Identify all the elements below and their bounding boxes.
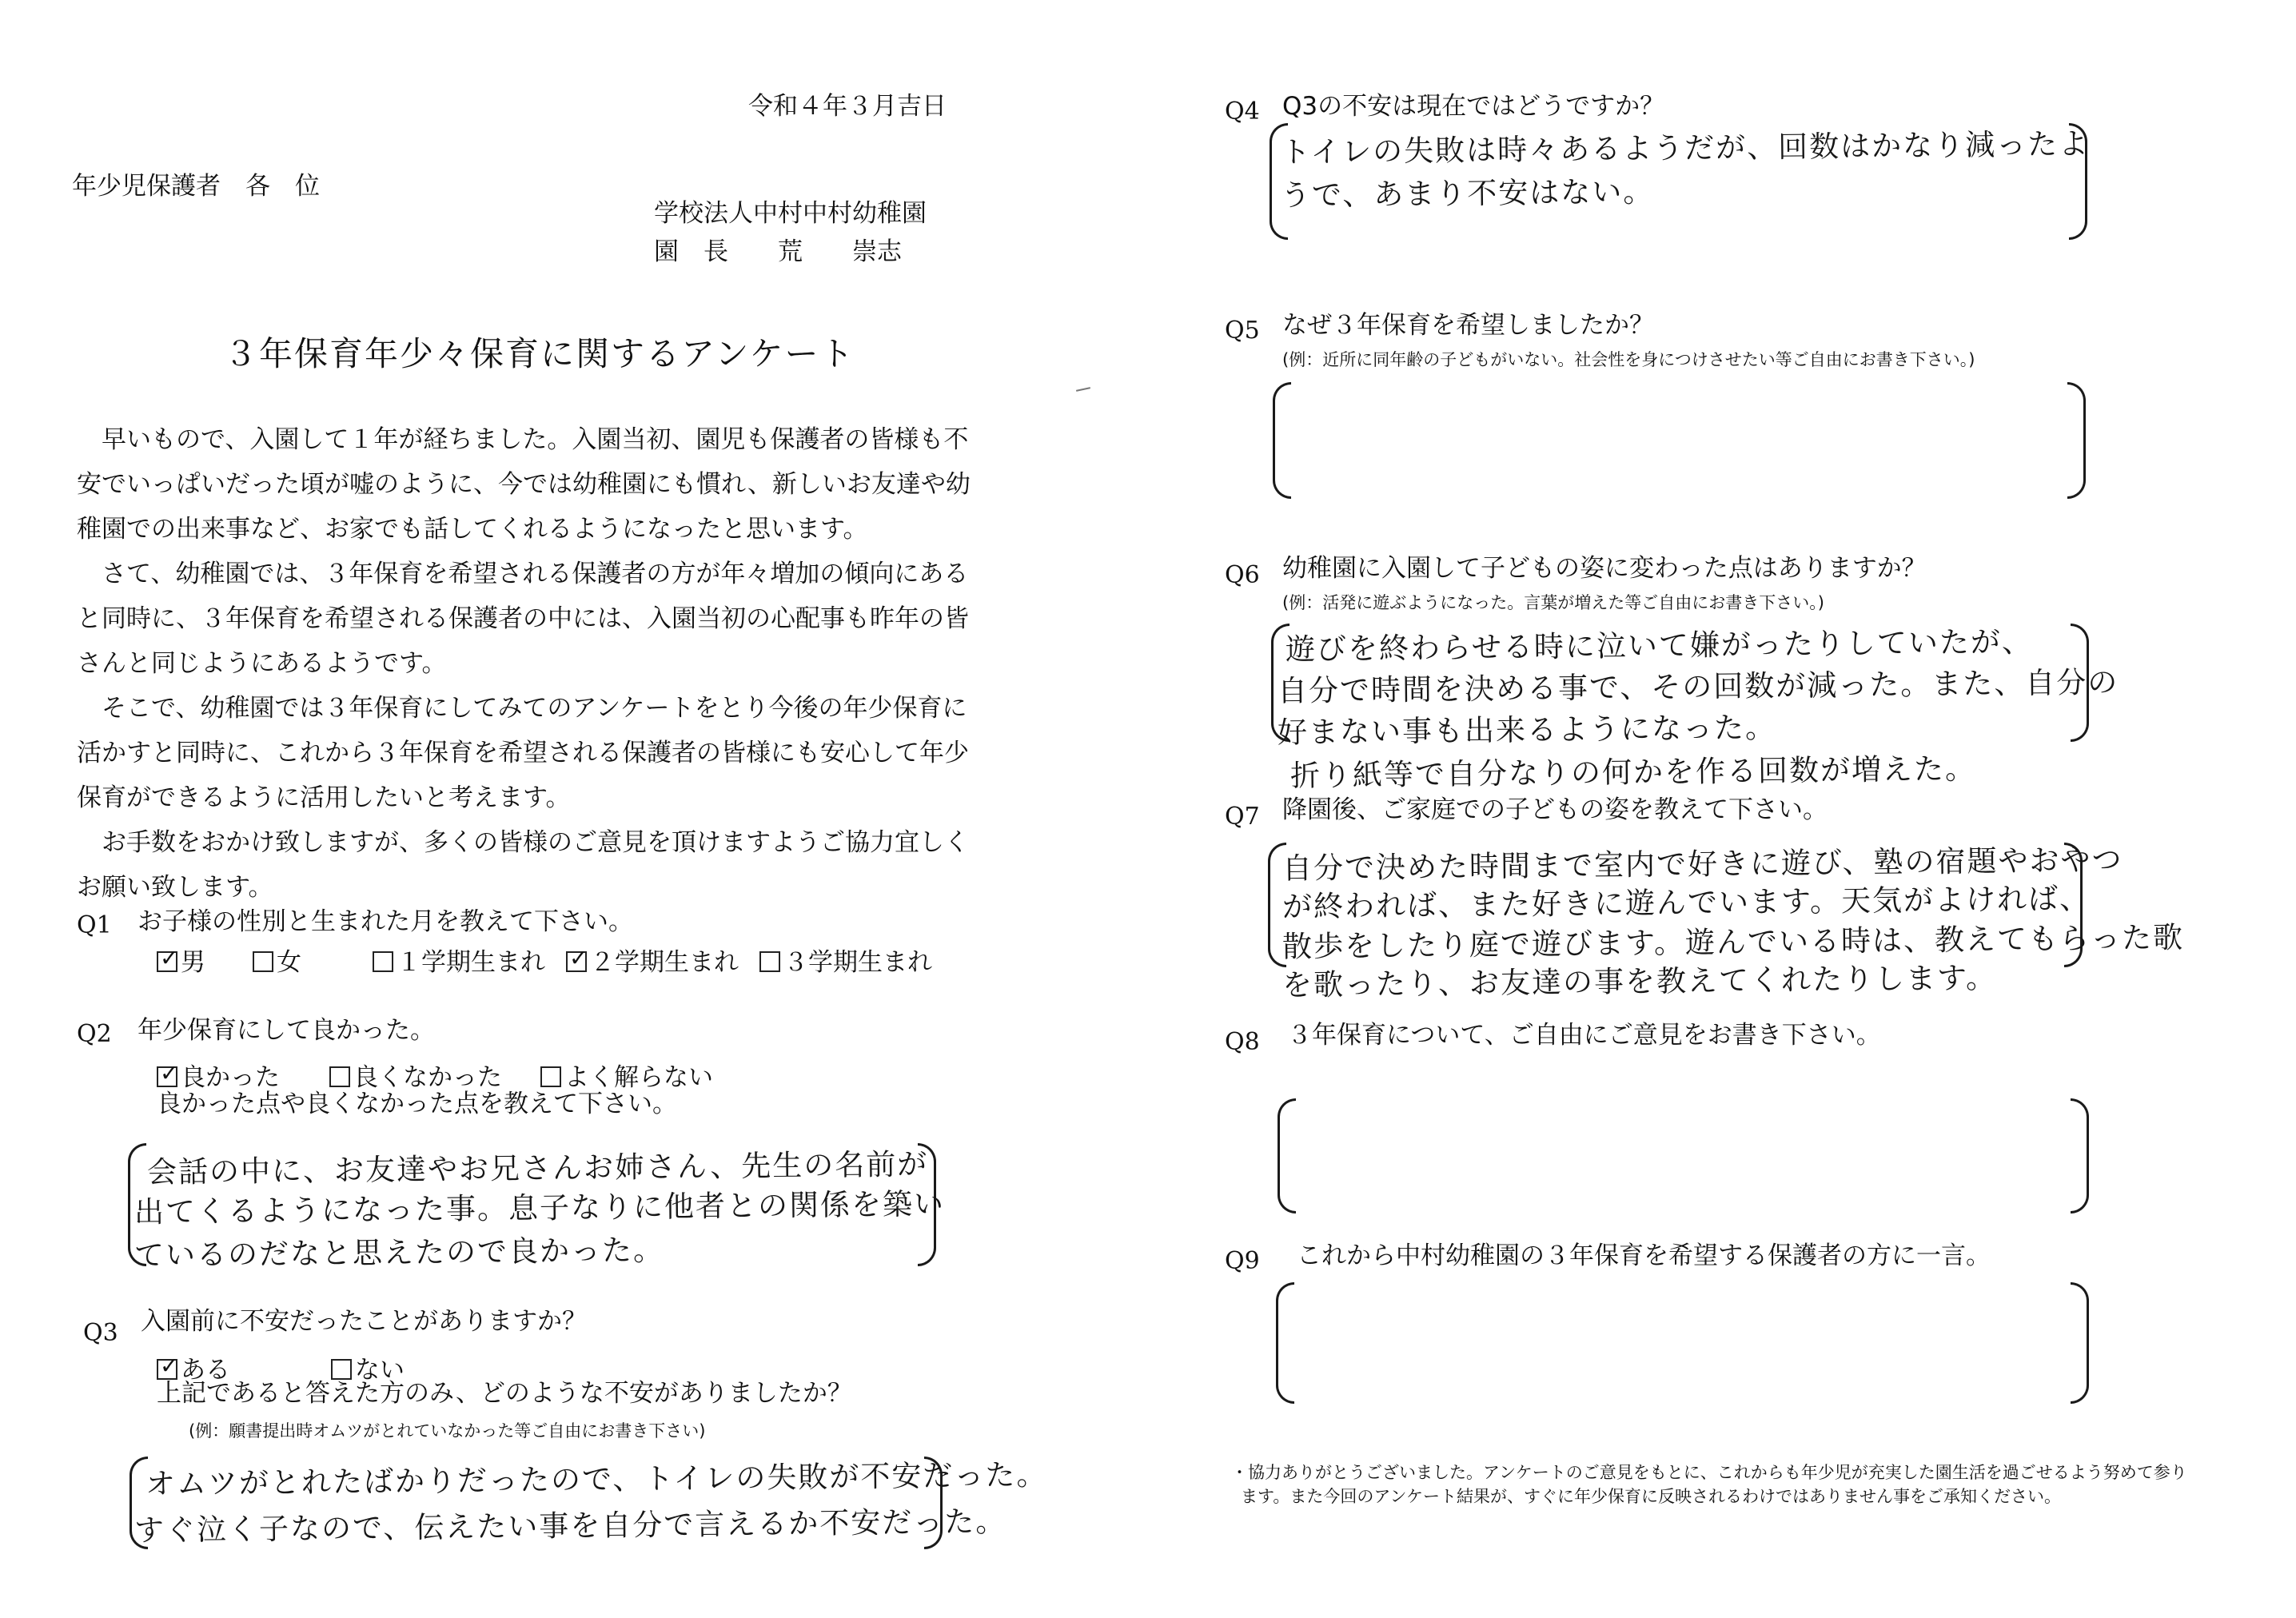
- q3-option-no[interactable]: ない: [331, 1349, 405, 1385]
- q9-question: これから中村幼稚園の３年保育を希望する保護者の方に一言。: [1297, 1241, 1991, 1270]
- q2-question: 年少保育にして良かった。: [138, 1016, 435, 1045]
- q2-sub-question: 良かった点や良くなかった点を教えて下さい。: [157, 1090, 677, 1118]
- footer-note-line: ・協力ありがとうございました。アンケートのご意見をもとに、これからも年少児が充実した園生活を過ごせるよう努めて参り: [1231, 1463, 2187, 1482]
- q1-option-male[interactable]: ✓男: [157, 942, 205, 978]
- q5-answer-bracket-left[interactable]: [1273, 382, 1291, 499]
- q8-number: Q8: [1225, 1028, 1260, 1056]
- q1-number: Q1: [77, 911, 112, 939]
- q2-answer-line[interactable]: ているのだなと思えたので良かった。: [134, 1233, 665, 1273]
- q1-option-female[interactable]: 女: [253, 942, 301, 978]
- q4-answer-line[interactable]: トイレの失敗は時々あるようだが、回数はかなり減ったよ: [1280, 126, 2091, 169]
- q1-option-term3[interactable]: ３学期生まれ: [759, 942, 932, 978]
- q7-answer-line[interactable]: 自分で決めた時間まで室内で好きに遊び、塾の宿題やおやつ: [1282, 842, 2123, 886]
- q7-number: Q7: [1225, 803, 1260, 831]
- q2-number: Q2: [77, 1020, 112, 1048]
- q3-example: (例：願書提出時オムツがとれていなかった等ご自由にお書き下さい): [189, 1421, 706, 1441]
- q6-answer-line[interactable]: 自分で時間を決める事で、その回数が減った。また、自分の: [1277, 664, 2119, 708]
- q2-option-unsure[interactable]: よく解らない: [540, 1057, 713, 1093]
- q4-number: Q4: [1225, 98, 1260, 126]
- q1-option-term1[interactable]: １学期生まれ: [373, 942, 545, 978]
- intro-paragraph: 早いもので、入園して１年が経ちました。入園当初、園児も保護者の皆様も不安でいっぱいだった頃が嘘のように、今では幼稚園にも慣れ、新しいお友達や幼稚園での出来事など、お家でも話してくれるようになったと思います。: [77, 425, 971, 544]
- q7-answer-line[interactable]: が終われば、また好きに遊んでいます。天気がよければ、: [1282, 881, 2091, 924]
- q1-question: お子様の性別と生まれた月を教えて下さい。: [138, 907, 633, 936]
- checkbox-checked[interactable]: [157, 951, 177, 972]
- checkbox-checked[interactable]: [157, 1066, 177, 1087]
- checkbox-checked[interactable]: [157, 1359, 177, 1380]
- checkbox-checked[interactable]: [566, 951, 587, 972]
- checkbox[interactable]: [373, 951, 393, 972]
- q6-number: Q6: [1225, 561, 1260, 589]
- q4-answer-line[interactable]: うで、あまり不安はない。: [1280, 174, 1655, 213]
- q7-question: 降園後、ご家庭での子どもの姿を教えて下さい。: [1282, 795, 1828, 824]
- q8-answer-bracket-left[interactable]: [1278, 1098, 1296, 1214]
- q5-question: なぜ３年保育を希望しましたか？: [1282, 311, 1654, 340]
- document-date: 令和４年３月吉日: [748, 92, 947, 121]
- checkbox[interactable]: [540, 1066, 561, 1087]
- scan-mark: [1076, 387, 1090, 392]
- q3-sub-question: 上記であると答えた方のみ、どのような不安がありましたか？: [157, 1379, 852, 1408]
- checkbox[interactable]: [253, 951, 273, 972]
- q9-answer-bracket-right[interactable]: [2071, 1282, 2089, 1404]
- q2-option-good[interactable]: ✓良かった: [157, 1057, 280, 1093]
- intro-text: [77, 417, 980, 910]
- survey-title: ３年保育年少々保育に関するアンケート: [224, 334, 855, 373]
- q2-answer-line[interactable]: 会話の中に、お友達やお兄さんお姉さん、先生の名前が: [146, 1146, 929, 1190]
- q3-answer-line[interactable]: すぐ泣く子なので、伝えたい事を自分で言えるか不安だった。: [134, 1504, 1007, 1548]
- q1-option-term2[interactable]: ✓ ２学期生まれ: [566, 942, 739, 978]
- q5-number: Q5: [1225, 317, 1260, 345]
- q3-option-yes[interactable]: ✓ある: [157, 1349, 230, 1385]
- q6-answer-line[interactable]: 遊びを終わらせる時に泣いて嫌がったりしていたが、: [1285, 624, 2034, 667]
- intro-paragraph: さて、幼稚園では、３年保育を希望される保護者の方が年々増加の傾向にあると同時に、３年保育を希望される保護者の中には、入園当初の心配事も昨年の皆さんと同じようにあるようです。: [77, 560, 969, 678]
- q6-extra-answer[interactable]: 折り紙等で自分なりの何かを作る回数が増えた。: [1290, 751, 1977, 793]
- checkbox[interactable]: [331, 1359, 352, 1380]
- checkbox[interactable]: [759, 951, 780, 972]
- checkbox[interactable]: [329, 1066, 350, 1087]
- intro-paragraph: お手数をおかけ致しますが、多くの皆様のご意見を頂けますようご協力宜しくお願い致します。: [77, 828, 969, 902]
- q8-answer-bracket-right[interactable]: [2071, 1098, 2089, 1214]
- organization-name: 学校法人中村中村幼稚園: [654, 199, 927, 228]
- q7-answer-line[interactable]: 散歩をしたり庭で遊びます。遊んでいる時は、教えてもらった歌: [1282, 920, 2185, 964]
- footer-note-line: ます。また今回のアンケート結果が、すぐに年少保育に反映されるわけではありません事をご承知ください。: [1241, 1487, 2062, 1506]
- q3-number: Q3: [83, 1319, 118, 1347]
- q5-answer-bracket-right[interactable]: [2067, 382, 2086, 499]
- q2-option-not-good[interactable]: 良くなかった: [329, 1057, 502, 1093]
- q8-question: ３年保育について、ご自由にご意見をお書き下さい。: [1287, 1021, 1881, 1050]
- q9-number: Q9: [1225, 1247, 1260, 1275]
- q9-answer-bracket-left[interactable]: [1276, 1282, 1294, 1404]
- q3-question: 入園前に不安だったことがありますか？: [141, 1307, 587, 1336]
- q7-answer-line[interactable]: を歌ったり、お友達の事を教えてくれたりします。: [1282, 960, 1998, 1002]
- principal-name: 園 長 荒 崇志: [654, 237, 902, 266]
- q5-example: (例：近所に同年齢の子どもがいない。社会性を身につけさせたい等ご自由にお書き下さい。): [1282, 350, 1975, 369]
- q2-answer-line[interactable]: 出てくるようになった事。息子なりに他者との関係を築い: [134, 1186, 946, 1229]
- q4-question: Q3の不安は現在ではどうですか？: [1282, 92, 1665, 121]
- q6-question: 幼稚園に入園して子どもの姿に変わった点はありますか？: [1282, 554, 1927, 583]
- q3-answer-line[interactable]: オムツがとれたばかりだったので、トイレの失敗が不安だった。: [145, 1457, 1048, 1501]
- q6-example: (例：活発に遊ぶようになった。言葉が増えた等ご自由にお書き下さい。): [1282, 593, 1824, 612]
- recipient-line: 年少児保護者 各 位: [72, 172, 320, 201]
- intro-paragraph: そこで、幼稚園では３年保育にしてみてのアンケートをとり今後の年少保育に活かすと同時に、これから３年保育を希望される保護者の皆様にも安心して年少保育ができるように活用したいと考えます。: [77, 694, 969, 812]
- q6-answer-line[interactable]: 好まない事も出来るようになった。: [1277, 710, 1777, 750]
